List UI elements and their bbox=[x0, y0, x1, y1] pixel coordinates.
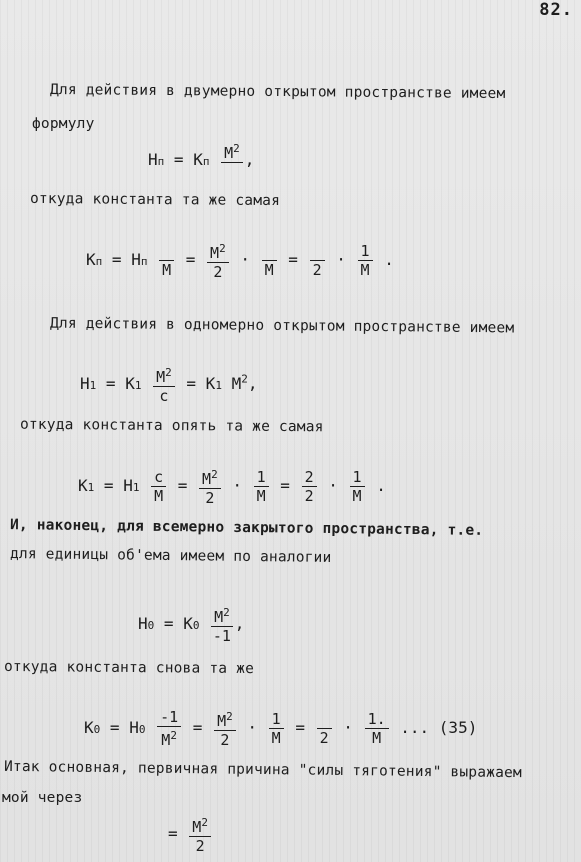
paragraph-line: откуда константа та же самая bbox=[29, 190, 281, 210]
numerator bbox=[159, 242, 174, 261]
subscript: 1 bbox=[215, 379, 222, 392]
denominator: M bbox=[360, 261, 370, 279]
denominator: c bbox=[159, 387, 169, 405]
symbol: H bbox=[80, 374, 90, 393]
paragraph-line: Для действия в одномерно открытом пространстве имеем bbox=[49, 315, 515, 337]
subscript: п bbox=[202, 155, 210, 168]
fraction bbox=[199, 466, 221, 507]
subscript: п bbox=[157, 155, 165, 168]
denominator: 2 bbox=[195, 837, 205, 855]
multiply-dot: · bbox=[336, 250, 346, 269]
denominator: M bbox=[271, 729, 281, 747]
fraction bbox=[211, 604, 233, 645]
multiply-dot: · bbox=[343, 718, 353, 737]
paragraph-line: откуда константа снова та же bbox=[3, 658, 255, 678]
numerator: M bbox=[214, 608, 224, 626]
paragraph-line: мой через bbox=[2, 790, 83, 806]
symbol: K bbox=[193, 150, 203, 169]
numerator: M bbox=[210, 244, 220, 262]
symbol: H bbox=[138, 614, 148, 633]
equals-sign: = bbox=[185, 250, 196, 269]
denominator: M bbox=[161, 731, 171, 749]
punctuation: . bbox=[384, 250, 394, 269]
exponent: 2 bbox=[226, 710, 233, 723]
fraction bbox=[358, 242, 373, 279]
equals-sign: = bbox=[186, 374, 197, 393]
subscript: п bbox=[140, 255, 148, 268]
numerator: M bbox=[156, 368, 166, 386]
denominator: M bbox=[264, 261, 274, 279]
symbol: K bbox=[125, 374, 135, 393]
numerator bbox=[317, 710, 332, 729]
paragraph-line: формулу bbox=[32, 116, 95, 132]
symbol: H bbox=[148, 150, 158, 169]
equals-sign: = bbox=[109, 718, 120, 737]
equals-sign: = bbox=[168, 824, 178, 843]
equals-sign: = bbox=[105, 374, 116, 393]
fraction bbox=[269, 710, 284, 747]
numerator: 1 bbox=[269, 710, 284, 729]
subscript: 0 bbox=[147, 619, 155, 632]
paragraph-line: откуда константа опять та же самая bbox=[19, 416, 324, 436]
exponent: 2 bbox=[165, 366, 172, 379]
denominator: M bbox=[352, 487, 362, 505]
symbol: M bbox=[231, 374, 242, 393]
fraction bbox=[221, 140, 243, 181]
symbol: K bbox=[84, 718, 94, 737]
punctuation: . bbox=[376, 476, 386, 495]
fraction bbox=[214, 708, 236, 749]
fraction bbox=[302, 468, 317, 505]
equals-sign: = bbox=[177, 476, 188, 495]
numerator: -1 bbox=[157, 708, 181, 727]
formula-4 bbox=[78, 466, 386, 507]
fraction bbox=[262, 242, 277, 279]
denominator: 2 bbox=[319, 729, 329, 747]
fraction bbox=[207, 240, 229, 281]
numerator: M bbox=[202, 470, 212, 488]
equals-sign: = bbox=[288, 250, 298, 269]
punctuation: , bbox=[234, 614, 245, 633]
denominator: M bbox=[154, 487, 164, 505]
exponent: 2 bbox=[223, 606, 230, 619]
fraction bbox=[350, 468, 365, 505]
exponent: 2 bbox=[211, 468, 218, 481]
formula-6 bbox=[84, 708, 477, 749]
formula-3 bbox=[80, 364, 257, 405]
subscript: 1 bbox=[87, 481, 95, 494]
formula-5 bbox=[138, 604, 244, 645]
subscript: п bbox=[95, 255, 103, 268]
exponent: 2 bbox=[170, 729, 177, 742]
fraction bbox=[310, 242, 325, 279]
subscript: 1 bbox=[132, 481, 140, 494]
subscript: 0 bbox=[138, 723, 146, 736]
numerator bbox=[310, 242, 325, 261]
paragraph-line: И, наконец, для всемерно закрытого пространства, т.е. bbox=[9, 517, 484, 539]
numerator: M bbox=[217, 712, 227, 730]
denominator: M bbox=[372, 729, 382, 747]
equals-sign: = bbox=[111, 250, 122, 269]
fraction bbox=[254, 468, 269, 505]
exponent: 2 bbox=[219, 242, 226, 255]
denominator: M bbox=[162, 261, 172, 279]
equals-sign: = bbox=[173, 150, 184, 169]
numerator: 1 bbox=[350, 468, 365, 487]
equals-sign: = bbox=[280, 476, 290, 495]
numerator bbox=[262, 242, 277, 261]
equals-sign: = bbox=[192, 718, 203, 737]
symbol: H bbox=[131, 250, 141, 269]
subscript: 1 bbox=[89, 379, 97, 392]
numerator: 1 bbox=[358, 242, 373, 261]
fraction bbox=[317, 710, 332, 747]
numerator: 1 bbox=[254, 468, 269, 487]
multiply-dot: · bbox=[328, 476, 338, 495]
fraction bbox=[157, 708, 181, 749]
multiply-dot: · bbox=[232, 476, 242, 495]
numerator: M bbox=[224, 144, 234, 162]
exponent: 2 bbox=[241, 372, 248, 386]
equals-sign: = bbox=[163, 614, 174, 633]
denominator: 2 bbox=[220, 731, 230, 749]
fraction bbox=[153, 364, 175, 405]
subscript: 0 bbox=[93, 723, 101, 736]
multiply-dot: · bbox=[240, 250, 250, 269]
fraction bbox=[159, 242, 174, 279]
equals-sign: = bbox=[103, 476, 114, 495]
formula-1 bbox=[148, 140, 254, 181]
symbol: K bbox=[78, 476, 88, 495]
punctuation: , bbox=[244, 150, 255, 169]
numerator: 1. bbox=[365, 710, 389, 729]
equals-sign: = bbox=[295, 718, 305, 737]
denominator: M bbox=[256, 487, 266, 505]
subscript: 1 bbox=[134, 379, 142, 392]
paragraph-line: Итак основная, первичная причина "силы тяготения" выражаем bbox=[3, 758, 523, 782]
symbol: H bbox=[129, 718, 139, 737]
subscript: 0 bbox=[192, 619, 200, 632]
formula-7 bbox=[168, 814, 213, 855]
numerator: 2 bbox=[302, 468, 317, 487]
page-number: 82. bbox=[539, 0, 573, 20]
denominator: 2 bbox=[213, 263, 223, 281]
numerator: M bbox=[192, 818, 202, 836]
paragraph-line: для единицы об'ема имеем по аналогии bbox=[9, 546, 332, 566]
fraction bbox=[151, 468, 166, 505]
symbol: H bbox=[123, 476, 133, 495]
punctuation: , bbox=[247, 374, 258, 393]
exponent: 2 bbox=[201, 816, 208, 829]
exponent: 2 bbox=[233, 142, 240, 155]
paragraph-line: Для действия в двумерно открытом пространстве имеем bbox=[49, 82, 506, 102]
fraction bbox=[365, 710, 389, 747]
denominator: 2 bbox=[304, 487, 314, 505]
denominator: -1 bbox=[212, 627, 231, 645]
multiply-dot: · bbox=[247, 718, 258, 737]
symbol: K bbox=[86, 250, 96, 269]
numerator: c bbox=[151, 468, 166, 487]
formula-2 bbox=[86, 240, 394, 281]
symbol: K bbox=[205, 374, 216, 393]
denominator: 2 bbox=[312, 261, 322, 279]
equation-number: ... (35) bbox=[400, 718, 478, 737]
denominator: 2 bbox=[205, 489, 215, 507]
symbol: K bbox=[183, 614, 193, 633]
fraction bbox=[189, 814, 211, 855]
